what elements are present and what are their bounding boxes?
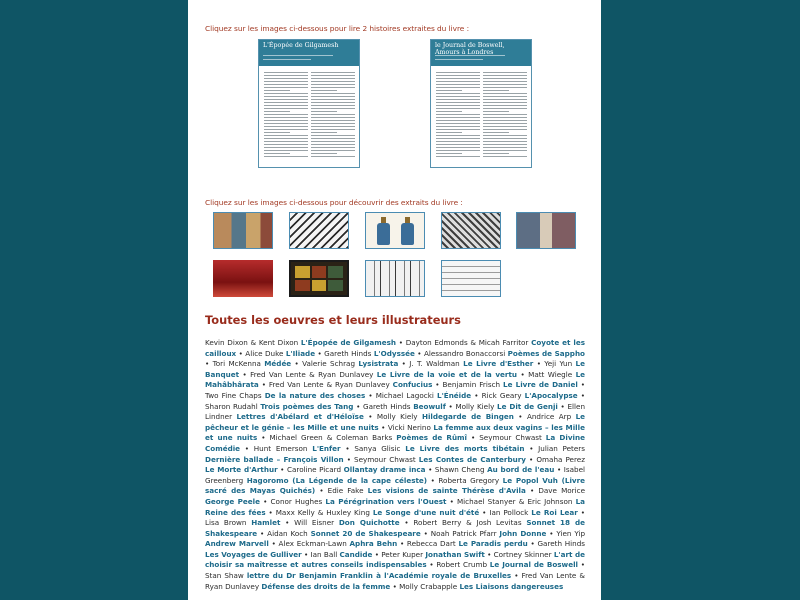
work-title-link[interactable]: Confucius — [392, 380, 433, 390]
work-title-link[interactable]: De la nature des choses — [264, 390, 366, 400]
work-title-link[interactable]: Beowulf — [413, 401, 446, 411]
work-title-link[interactable]: L'Odyssée — [373, 348, 415, 358]
work-artist: Will Eisner — [294, 518, 335, 528]
story-thumbnail-gilgamesh[interactable] — [258, 39, 360, 168]
bullet-separator: • — [397, 539, 407, 549]
story-page-header — [259, 40, 359, 66]
work-artist: Caroline Picard — [286, 465, 342, 475]
bullet-separator: • — [398, 359, 410, 369]
work-artist: Hunt Emerson — [253, 443, 308, 453]
bullet-separator: • — [577, 390, 585, 400]
work-entry — [311, 550, 373, 559]
work-entry — [302, 359, 398, 368]
work-entry — [245, 349, 315, 358]
work-title-link[interactable]: Candide — [339, 549, 373, 559]
work-artist: Peter Kuper — [381, 549, 424, 559]
work-title-link[interactable]: Hagoromo (La Légende de la cape céleste) — [246, 475, 428, 485]
work-entry — [205, 571, 511, 580]
work-artist: Kevin Dixon & Kent Dixon — [205, 338, 299, 347]
stories-prompt: Cliquez sur les images ci-dessous pour lire 2 histoires extraites du livre : — [205, 24, 470, 34]
content-column — [188, 0, 601, 600]
work-title-link[interactable]: Le Mahâbhârata — [205, 369, 586, 390]
work-entry — [287, 465, 426, 474]
work-artist: Seymour Chwast — [354, 454, 416, 464]
work-title-link[interactable]: Andrew Marvell — [205, 539, 269, 549]
work-title-link[interactable]: Coyote et les cailloux — [205, 338, 586, 358]
bullet-separator: • — [301, 549, 311, 559]
bullet-separator: • — [399, 518, 414, 528]
work-artist: Molly Crabapple — [399, 581, 458, 591]
bullet-separator: • — [533, 359, 545, 369]
work-title-link[interactable]: Jonathan Swift — [425, 549, 485, 559]
work-title-link[interactable]: Le Roi Lear — [531, 507, 578, 517]
work-artist: Fred Van Lente & Ryan Dunlavey — [268, 380, 390, 390]
text-column — [483, 72, 527, 162]
story-title: L'Épopée de Gilgamesh — [263, 42, 339, 49]
work-artist: Alex Eckman-Lawn — [278, 539, 347, 549]
work-entry — [267, 529, 421, 538]
work-entry — [431, 529, 547, 538]
work-artist: Michael Stanyer & Eric Johnson — [456, 496, 573, 506]
bullet-separator: • — [517, 369, 529, 379]
bullet-separator: • — [425, 465, 435, 475]
work-artist: Noah Patrick Pfarr — [430, 528, 497, 538]
work-title-link[interactable]: Le Banquet — [205, 359, 585, 379]
bullet-separator: • — [365, 390, 376, 400]
work-entry — [269, 380, 433, 389]
bullet-separator: • — [446, 496, 457, 506]
work-artist: Molly Kiely — [455, 401, 495, 411]
bullet-separator: • — [420, 528, 431, 538]
bullet-separator: • — [432, 380, 443, 390]
work-title-link[interactable]: Ollantay drame inca — [343, 465, 426, 475]
extract-thumbnail[interactable] — [516, 212, 576, 249]
work-entry — [205, 338, 396, 347]
bullet-separator: • — [467, 433, 480, 443]
work-entry — [407, 539, 528, 548]
work-artist: Alice Duke — [245, 348, 284, 358]
bullet-separator: • — [527, 539, 538, 549]
work-entry — [279, 539, 398, 548]
work-entry — [205, 518, 280, 527]
extract-thumbnail[interactable] — [441, 212, 501, 249]
work-title-link[interactable]: Le Journal de Boswell — [489, 560, 578, 570]
bullet-separator: • — [578, 560, 585, 570]
work-artist: Omaha Perez — [536, 454, 585, 464]
work-entry — [354, 455, 526, 464]
work-title-link[interactable]: Les Contes de Canterbury — [418, 454, 526, 464]
work-artist: Yeji Yun — [544, 359, 573, 369]
work-title-link[interactable]: L'Énéide — [437, 390, 472, 400]
work-artist: Sharon Rudahl — [205, 401, 258, 411]
work-artist: Seymour Chwast — [479, 433, 542, 443]
work-title-link[interactable]: Médée — [264, 359, 292, 369]
extract-thumbnail[interactable] — [441, 260, 501, 297]
work-title-link[interactable]: Le pêcheur et le génie – les Mille et une nuits — [205, 412, 586, 432]
bullet-separator: • — [258, 380, 269, 390]
work-artist: Molly Kiely — [376, 412, 418, 422]
bullet-separator: • — [205, 359, 213, 369]
work-title-link[interactable]: Lettres d'Abélard et d'Héloïse — [236, 412, 364, 422]
work-title-link[interactable]: Au bord de l'eau — [487, 465, 555, 475]
work-artist: Valerie Schrag — [302, 359, 356, 369]
work-entry — [328, 486, 526, 495]
work-title-link[interactable]: Le Songe d'une nuit d'été — [372, 507, 480, 517]
work-entry — [435, 465, 555, 474]
bullet-separator: • — [315, 486, 328, 496]
work-artist: Maxx Kelly & Huxley King — [275, 507, 370, 517]
bullet-separator: • — [268, 539, 279, 549]
work-entry — [409, 359, 533, 368]
bullet-separator: • — [239, 369, 251, 379]
work-entry — [213, 359, 292, 368]
work-title-link[interactable]: Sonnet 20 de Shakespeare — [310, 528, 421, 538]
work-artist: Michael Lagocki — [375, 390, 434, 400]
bullet-separator: • — [390, 581, 400, 591]
bullet-separator: • — [557, 401, 568, 411]
work-artist: Fred Van Lente & Ryan Dunlavey — [205, 571, 585, 591]
bullet-separator: • — [427, 475, 439, 485]
work-title-link[interactable]: Hildegarde de Bingen — [421, 412, 514, 422]
bullet-separator: • — [257, 433, 270, 443]
work-artist: Cortney Skinner — [493, 549, 552, 559]
work-artist: Shawn Cheng — [434, 465, 485, 475]
work-entry — [376, 391, 471, 400]
work-title-link[interactable]: Le Morte d'Arthur — [205, 465, 278, 475]
bullet-separator: • — [280, 518, 295, 528]
work-entry — [489, 508, 577, 517]
work-title-link[interactable]: L'Iliade — [285, 348, 316, 358]
work-artist: Michael Green & Coleman Barks — [269, 433, 393, 443]
work-title-link[interactable]: Les Liaisons dangereuses — [459, 581, 564, 591]
story-page-header — [431, 40, 531, 66]
work-artist: Gareth Hinds — [537, 539, 586, 549]
bullet-separator: • — [414, 348, 424, 358]
work-title-link[interactable]: Poèmes de Rûmî — [396, 433, 468, 443]
bullet-separator: • — [315, 348, 325, 358]
work-title-link[interactable]: Le Livre de la voie et de la vertu — [376, 369, 518, 379]
bullet-separator: • — [236, 348, 246, 358]
work-artist: Robert Crumb — [436, 560, 488, 570]
work-title-link[interactable]: La Pérégrination vers l'Ouest — [325, 496, 447, 506]
bullet-separator: • — [353, 401, 363, 411]
work-entry — [377, 412, 514, 421]
bullet-separator: • — [513, 412, 527, 422]
extract-thumbnail[interactable] — [365, 260, 425, 297]
story-thumbnail-boswell[interactable] — [430, 39, 532, 168]
work-artist: Benjamin Frisch — [442, 380, 501, 390]
work-title-link[interactable]: Les visions de sainte Thérèse d'Avila — [367, 486, 526, 496]
work-entry — [354, 444, 524, 453]
work-entry — [363, 402, 446, 411]
work-title-link[interactable]: Sonnet 18 de Shakespeare — [205, 518, 585, 538]
work-title-link[interactable]: Hamlet — [251, 518, 281, 528]
work-title-link[interactable]: Le Paradis perdu — [458, 539, 528, 549]
bullet-separator: • — [577, 380, 586, 390]
bullet-separator: • — [546, 528, 557, 538]
bullet-separator: • — [525, 454, 537, 464]
text-column — [436, 72, 480, 162]
work-artist: Roberta Gregory — [438, 475, 500, 485]
bullet-separator: • — [426, 560, 437, 570]
comic-panels — [295, 266, 343, 291]
work-entry — [442, 380, 577, 389]
bullet-separator: • — [525, 486, 539, 496]
work-title-link[interactable]: Les Voyages de Gulliver — [205, 549, 302, 559]
bullet-separator: • — [484, 549, 494, 559]
work-title-link[interactable]: L'art de choisir sa maîtresse et autres conseils indispensables — [205, 549, 585, 570]
work-title-link[interactable]: Le Livre d'Esther — [463, 359, 534, 369]
work-title-link[interactable]: John Donne — [499, 528, 547, 538]
text-column — [311, 72, 355, 162]
work-artist: Ian Ball — [310, 549, 338, 559]
work-entry — [271, 497, 447, 506]
extract-thumbnail[interactable] — [213, 212, 273, 249]
bullet-separator: • — [511, 571, 522, 581]
bottle-icon — [401, 223, 414, 245]
work-artist: Alessandro Bonaccorsi — [423, 348, 506, 358]
work-artist: Aidan Koch — [267, 528, 308, 538]
story-title: le Journal de Boswell, Amours à Londres — [435, 42, 505, 56]
bullet-separator: • — [291, 359, 303, 369]
work-artist: Dayton Edmonds & Micah Farritor — [405, 338, 529, 347]
work-title-link[interactable]: L'Apocalypse — [524, 390, 578, 400]
work-title-link[interactable]: lettre du Dr Benjamin Franklin à l'Académie royale de Bruxelles — [246, 571, 512, 581]
work-artist: Gareth Hinds — [363, 401, 411, 411]
work-title-link[interactable]: Dernière ballade – François Villon — [205, 454, 344, 464]
work-artist: Ellen Lindner — [205, 401, 585, 422]
work-artist: Tori McKenna — [212, 359, 261, 369]
work-artist: Stan Shaw — [205, 571, 244, 581]
bullet-separator: • — [378, 422, 388, 432]
bullet-separator: • — [260, 496, 271, 506]
bullet-separator: • — [524, 443, 539, 453]
work-entry — [254, 444, 341, 453]
bullet-separator: • — [479, 507, 490, 517]
work-title-link[interactable]: L'Enfer — [312, 443, 341, 453]
work-entry — [205, 391, 365, 400]
work-title-link[interactable]: Lysistrata — [358, 359, 399, 369]
work-artist: Dave Morice — [538, 486, 585, 496]
work-artist: Isabel Greenberg — [205, 465, 586, 485]
bullet-separator: • — [265, 507, 276, 517]
work-artist: Yien Yip — [556, 528, 586, 538]
work-artist: Julian Peters — [538, 443, 585, 453]
extract-thumbnail[interactable] — [289, 260, 349, 297]
work-title-link[interactable]: Don Quichotte — [338, 518, 400, 528]
bullet-separator: • — [577, 507, 585, 517]
bullet-separator: • — [554, 465, 564, 475]
work-title-link[interactable]: Le Dit de Genji — [497, 401, 558, 411]
work-title-link[interactable]: George Peele — [205, 496, 260, 506]
bullet-separator: • — [396, 338, 406, 347]
work-title-link[interactable]: La Reine des fées — [205, 496, 585, 517]
work-entry — [399, 582, 563, 591]
work-entry — [455, 402, 557, 411]
work-artist: J. T. Waldman — [409, 359, 460, 369]
work-entry — [250, 370, 517, 379]
extract-thumbnail[interactable] — [213, 260, 273, 297]
work-entry — [276, 508, 480, 517]
bottle-icon — [377, 223, 390, 245]
work-artist: Andrice Arp — [526, 412, 572, 422]
work-artist: Gareth Hinds — [324, 348, 372, 358]
work-title-link[interactable]: Défense des droits de la femme — [261, 581, 391, 591]
work-title-link[interactable]: La Divine Comédie — [205, 433, 585, 453]
works-list — [205, 338, 585, 592]
work-artist: Sanya Glisic — [354, 443, 401, 453]
extracts-prompt: Cliquez sur les images ci-dessous pour découvrir des extraits du livre : — [205, 198, 463, 208]
work-entry — [424, 349, 585, 358]
extract-thumbnail[interactable] — [289, 212, 349, 249]
work-title-link[interactable]: La femme aux deux vagins – les Mille et une nuits — [205, 422, 585, 443]
work-artist: Vicki Nerino — [387, 422, 431, 432]
bullet-separator: • — [471, 390, 482, 400]
extract-thumbnail[interactable] — [365, 212, 425, 249]
work-artist: Matt Wiegle — [528, 369, 573, 379]
bullet-separator: • — [363, 412, 377, 422]
bullet-separator: • — [372, 549, 382, 559]
section-title: Toutes les oeuvres et leurs illustrateurs — [205, 313, 461, 327]
work-title-link[interactable]: Poèmes de Sappho — [507, 348, 585, 358]
work-artist: Fred Van Lente & Ryan Dunlavey — [250, 369, 374, 379]
bullet-separator: • — [343, 454, 355, 464]
bullet-separator: • — [240, 443, 254, 453]
work-entry — [381, 550, 485, 559]
work-entry — [482, 391, 578, 400]
bullet-separator: • — [257, 528, 268, 538]
work-artist: Lisa Brown — [205, 518, 247, 528]
work-artist: Rebecca Dart — [406, 539, 456, 549]
work-title-link[interactable]: L'Épopée de Gilgamesh — [300, 338, 397, 347]
work-title-link[interactable]: Le Popol Vuh (Livre sacré des Mayas Quichés) — [205, 475, 586, 496]
work-entry — [269, 433, 467, 442]
work-entry — [205, 402, 353, 411]
work-title-link[interactable]: Aphra Behn — [349, 539, 398, 549]
bullet-separator: • — [445, 401, 456, 411]
work-title-link[interactable]: Trois poèmes des Tang — [260, 401, 354, 411]
work-artist: Edie Fake — [327, 486, 364, 496]
work-artist: Ian Pollock — [489, 507, 529, 517]
work-artist: Conor Hughes — [270, 496, 323, 506]
text-column — [264, 72, 308, 162]
work-artist: Two Fine Chaps — [205, 390, 262, 400]
work-entry — [294, 518, 399, 527]
bullet-separator: • — [340, 443, 355, 453]
work-artist: Rick Geary — [481, 390, 522, 400]
work-title-link[interactable]: Le Livre des morts tibétain — [405, 443, 525, 453]
work-title-link[interactable]: Le Livre de Daniel — [503, 380, 578, 390]
work-entry — [436, 560, 578, 569]
work-entry — [324, 349, 415, 358]
work-artist: Robert Berry & Josh Levitas — [413, 518, 522, 528]
bullet-separator: • — [277, 465, 287, 475]
